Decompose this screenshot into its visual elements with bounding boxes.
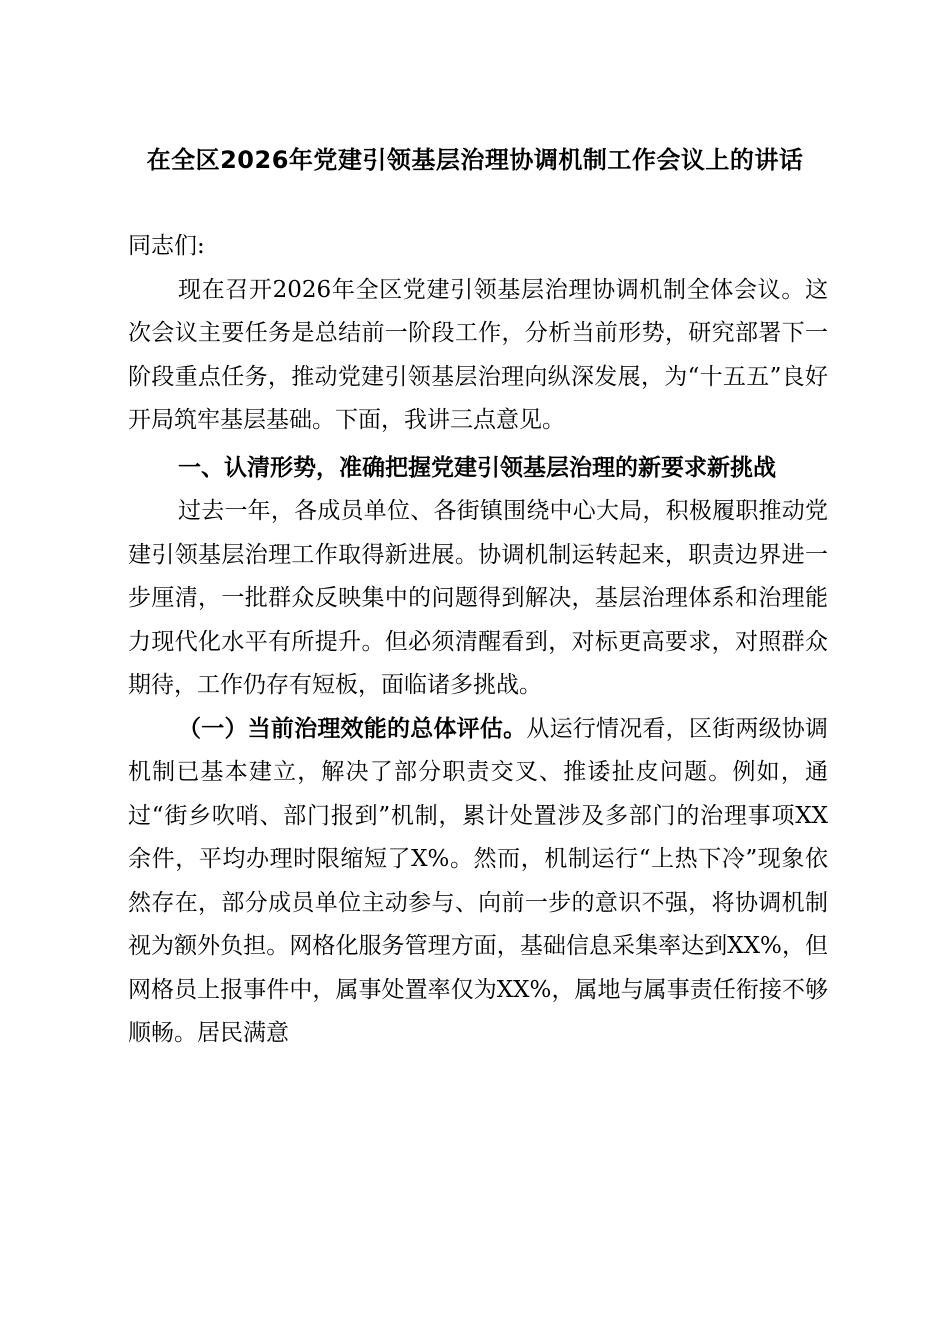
- intro-paragraph: 现在召开2026年全区党建引领基层治理协调机制全体会议。这次会议主要任务是总结前一阶段工作，分析当前形势，研究部署下一阶段重点任务，推动党建引领基层治理向纵深发展，为“十五五”良好开局筑牢基层基础。下面，我讲三点意见。: [128, 276, 828, 433]
- subsection-1-paragraph: [128, 708, 828, 1056]
- section-1-paragraph: 过去一年，各成员单位、各街镇围绕中心大局，积极履职推动党建引领基层治理工作取得新进展。协调机制运转起来，职责边界进一步厘清，一批群众反映集中的问题得到解决，基层治理体系和治理能力现代化水平有所提升。但必须清醒看到，对标更高要求，对照群众期待，工作仍存有短板，面临诸多挑战。: [128, 498, 828, 698]
- subsection-1-text: 从运行情况看，区街两级协调机制已基本建立，解决了部分职责交叉、推诿扯皮问题。例如，通过“街乡吹哨、部门报到”机制，累计处置涉及多部门的治理事项XX余件，平均办理时限缩短了X%。然而，机制运行“上热下冷”现象依然存在，部分成员单位主动参与、向前一步的意识不强，将协调机制视为额外负担。网格化服务管理方面，基础信息采集率达到XX%，但网格员上报事件中，属事处置率仅为XX%，属地与属事责任衔接不够顺畅。居民满意: [128, 715, 829, 1046]
- document-title: 在全区2026年党建引领基层治理协调机制工作会议上的讲话: [146, 146, 804, 174]
- section-heading-1: 一、认清形势，准确把握党建引领基层治理的新要求新挑战: [178, 454, 776, 481]
- document-body: [128, 225, 828, 1056]
- subsection-1-lead: （一）当前治理效能的总体评估。: [178, 715, 527, 742]
- salutation: 同志们:: [128, 233, 205, 259]
